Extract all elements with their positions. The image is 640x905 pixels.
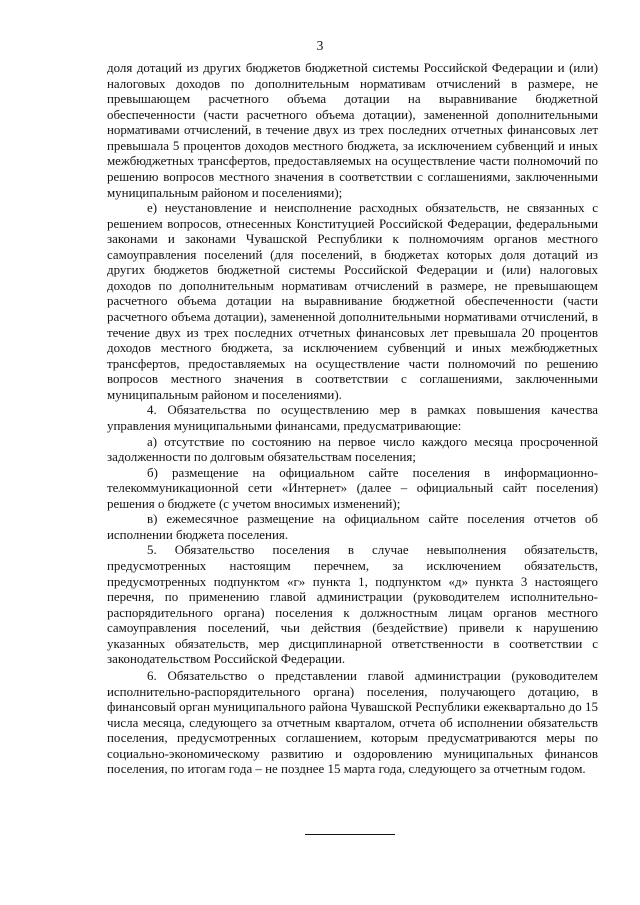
paragraph-item-e: е) неустановление и неисполнение расходных обязательств, не связанных с решением вопросов, отнесенных Конституцией Российской Федерации, федеральными законами и законами Чувашской Республики к полномочиям органов местного самоуправления поселений (для поселений, в бюджетах которых доля дотаций из других бюджетов бюджетной системы Российской Федерации и (или) налоговых доходов по дополнительным нормативам отчислений в размере, не превышающем расчетного объема дотации на выравнивание бюджетной обеспеченности (части расчетного объема дотации), замененной дополнительными нормативами отчислений, в течение двух из трех последних отчетных финансовых лет превышала 20 процентов доходов местного бюджета, за исключением субвенций и иных межбюджетных трансфертов, предоставляемых на осуществление части полномочий по решению вопросов местного значения в соответствии с соглашениями, заключенными муниципальным районом и поселениями). <box>107 200 598 402</box>
paragraph-section-6: 6. Обязательство о представлении главой администрации (руководителем исполнительно-распорядительного органа) поселения, получающего дотацию, в финансовый орган муниципального района Чувашской Республики ежеквартально до 15 числа месяца, следующего за отчетным кварталом, отчета об исполнении обязательств поселения, предусмотренных соглашением, которым предусматриваются меры по социально-экономическому развитию и оздоровлению муниципальных финансов поселения, по итогам года – не позднее 15 марта года, следующего за отчетным годом. <box>107 667 598 777</box>
paragraph-item-a: а) отсутствие по состоянию на первое число каждого месяца просроченной задолженности по долговым обязательствам поселения; <box>107 433 598 465</box>
paragraph-continuation: доля дотаций из других бюджетов бюджетной системы Российской Федерации и (или) налоговых доходов по дополнительным нормативам отчислений в размере, не превышающем расчетного объема дотации на выравнивание бюджетной обеспеченности (части расчетного объема дотации), замененной дополнительными нормативами отчислений, в течение двух из трех последних отчетных финансовых лет превышала 5 процентов доходов местного бюджета, за исключением субвенций и иных межбюджетных трансфертов, предоставляемых на осуществление части полномочий по решению вопросов местного значения в соответствии с соглашениями, заключенными муниципальным районом и поселениями); <box>107 60 598 200</box>
paragraph-item-v: в) ежемесячное размещение на официальном сайте поселения отчетов об исполнении бюджета поселения. <box>107 511 598 542</box>
closing-divider-line <box>305 834 395 835</box>
paragraph-section-5: 5. Обязательство поселения в случае невыполнения обязательств, предусмотренных настоящим перечнем, за исключением обязательств, предусмотренных подпунктом «г» пункта 1, подпунктом «д» пункта 3 настоящего перечня, по применению главой администрации (руководителем исполнительно-распорядительного органа) поселения к должностным лицам органов местного самоуправления поселений, чьи действия (бездействие) привели к нарушению указанных обязательств, мер дисциплинарной ответственности в соответствии с законодательством Российской Федерации. <box>107 542 598 667</box>
document-body <box>107 60 598 777</box>
page-number: 3 <box>316 38 324 53</box>
paragraph-item-b: б) размещение на официальном сайте поселения в информационно-телекоммуникационной сети «Интернет» (далее – официальный сайт поселения) решения о бюджете (с учетом вносимых изменений); <box>107 464 598 511</box>
paragraph-section-4: 4. Обязательства по осуществлению мер в рамках повышения качества управления муниципальными финансами, предусматривающие: <box>107 402 598 433</box>
